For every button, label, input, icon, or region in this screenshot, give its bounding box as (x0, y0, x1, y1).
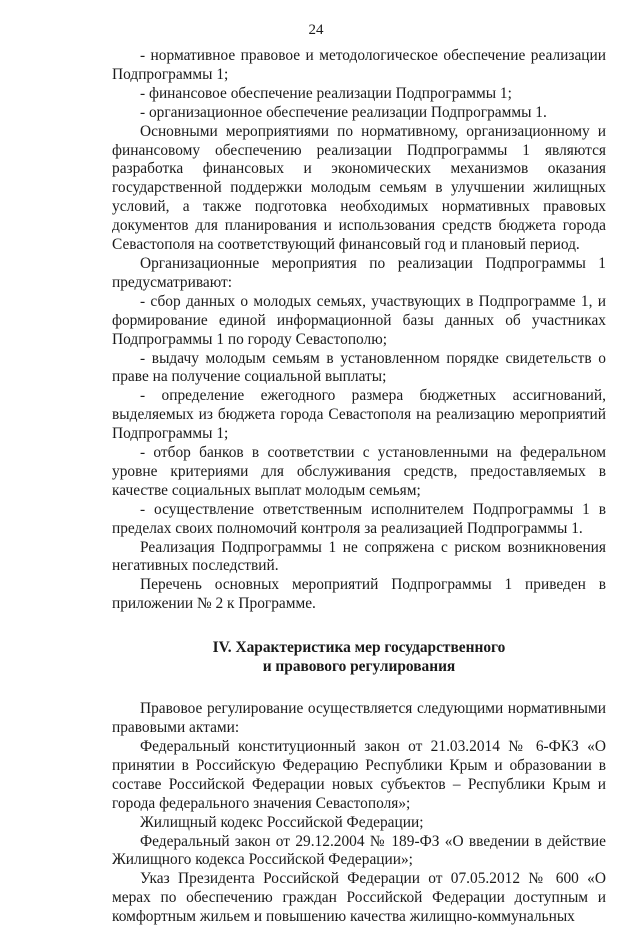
paragraph: Реализация Подпрограммы 1 не сопряжена с риском возникновения негативных последствий. (112, 538, 606, 575)
section-heading-line-2: и правового регулирования (262, 658, 456, 676)
paragraph: - финансовое обеспечение реализации Подпрограммы 1; (140, 84, 512, 102)
document-body (112, 47, 606, 927)
section-heading-line-1: IV. Характеристика мер государственного (212, 639, 506, 657)
paragraph: Перечень основных мероприятий Подпрограммы 1 приведен в приложении № 2 к Программе. (112, 576, 606, 613)
paragraph: Указ Президента Российской Федерации от 07.05.2012 № 600 «О мерах по обеспечению граждан Российской Федерации доступным и комфортным жильем и повышению качества жилищно-коммунальных (112, 870, 606, 926)
paragraph: Правовое регулирование осуществляется следующими нормативными правовыми актами: (112, 700, 606, 737)
paragraph: - организационное обеспечение реализации Подпрограммы 1. (140, 103, 547, 121)
paragraph: - нормативное правовое и методологическое обеспечение реализации Подпрограммы 1; (112, 47, 606, 83)
paragraph: - определение ежегодного размера бюджетных ассигнований, выделяемых из бюджета города Севастополя на реализацию мероприятий Подпрограммы 1; (112, 387, 606, 443)
paragraph: Федеральный конституционный закон от 21.03.2014 № 6-ФКЗ «О принятии в Российскую Федерацию Республики Крым и образовании в составе Российской Федерации новых субъектов – Республики Крым и города федерального значения Севастополя»; (112, 738, 606, 812)
paragraph: - осуществление ответственным исполнителем Подпрограммы 1 в пределах своих полномочий контроля за реализацией Подпрограммы 1. (112, 500, 606, 537)
paragraph: Организационные мероприятия по реализации Подпрограммы 1 предусматривают: (112, 254, 606, 291)
paragraph: Основными мероприятиями по нормативному, организационному и финансовому обеспечению реализации Подпрограммы 1 являются разработка финансовых и экономических механизмов оказания государственной поддержки молодым семьям в улучшении жилищных условий, а также подготовка необходимых нормативных правовых документов для планирования и использования средств бюджета города Севастополя на соответствующий финансовый год и плановый период. (112, 122, 606, 254)
paragraph: - отбор банков в соответствии с установленными на федеральном уровне критериями для обслуживания средств, предоставляемых в качестве социальных выплат молодым семьям; (112, 444, 606, 499)
paragraph: - сбор данных о молодых семьях, участвующих в Подпрограмме 1, и формирование единой информационной базы данных об участниках Подпрограммы 1 по городу Севастополю; (112, 292, 606, 348)
paragraph: Федеральный закон от 29.12.2004 № 189-ФЗ «О введении в действие Жилищного кодекса Российской Федерации»; (112, 832, 606, 869)
section-heading (112, 638, 606, 676)
paragraph: - выдачу молодым семьям в установленном порядке свидетельств о праве на получение социальной выплаты; (112, 349, 606, 386)
paragraph: Жилищный кодекс Российской Федерации; (140, 813, 424, 831)
page-number: 24 (308, 22, 324, 38)
